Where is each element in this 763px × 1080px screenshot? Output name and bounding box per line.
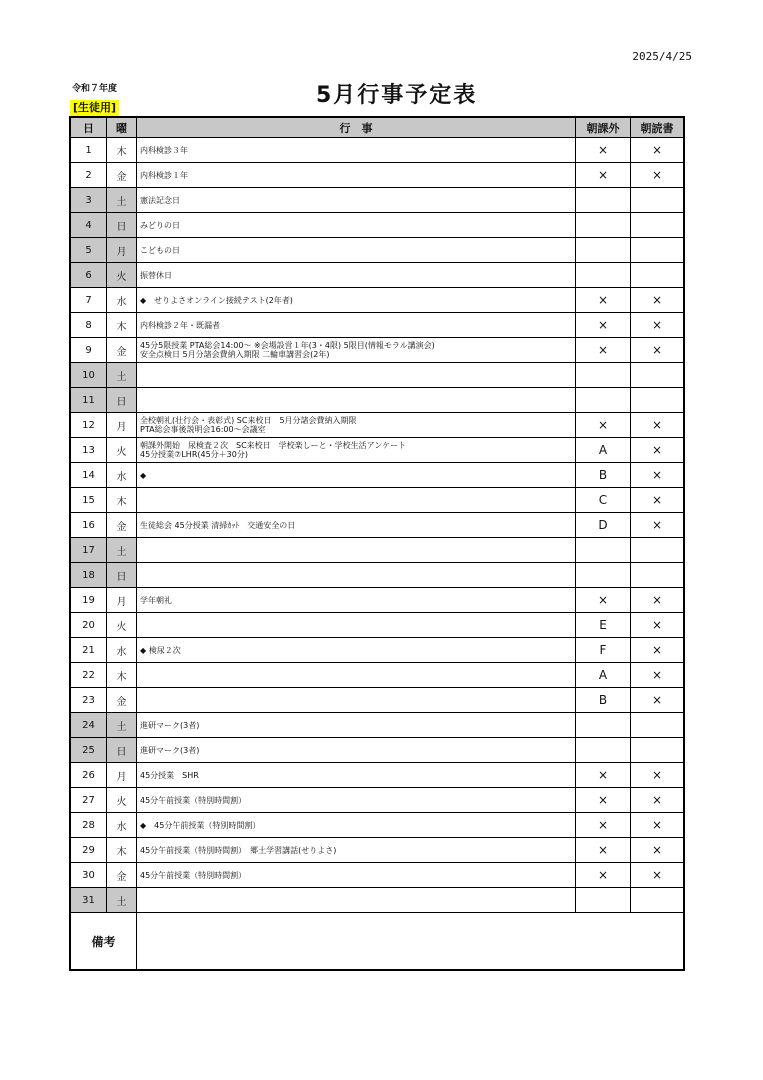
morning-reading-cell	[631, 888, 685, 913]
weekday-cell: 金	[107, 688, 137, 713]
morning-reading-cell: ×	[631, 588, 685, 613]
weekday-cell: 土	[107, 888, 137, 913]
table-row	[70, 438, 684, 463]
day-cell: 30	[70, 863, 107, 888]
morning-class-cell: ×	[576, 288, 631, 313]
event-cell	[137, 888, 576, 913]
table-row	[70, 663, 684, 688]
morning-class-cell: D	[576, 513, 631, 538]
event-cell: 内科検診３年	[137, 138, 576, 163]
morning-reading-cell	[631, 738, 685, 763]
table-row	[70, 838, 684, 863]
weekday-cell: 火	[107, 263, 137, 288]
table-row	[70, 138, 684, 163]
day-cell: 8	[70, 313, 107, 338]
morning-class-cell: ×	[576, 313, 631, 338]
day-cell: 18	[70, 563, 107, 588]
remarks-content	[137, 913, 685, 971]
fiscal-year: 令和７年度	[72, 84, 118, 94]
weekday-cell: 木	[107, 663, 137, 688]
morning-reading-cell: ×	[631, 288, 685, 313]
morning-reading-cell	[631, 188, 685, 213]
column-header-event: 行 事	[137, 117, 576, 138]
morning-reading-cell: ×	[631, 438, 685, 463]
table-row	[70, 338, 684, 363]
table-row	[70, 563, 684, 588]
event-cell: 学年朝礼	[137, 588, 576, 613]
event-cell: 45分午前授業（特別時間割）	[137, 788, 576, 813]
day-cell: 1	[70, 138, 107, 163]
audience-badge: [生徒用]	[70, 100, 119, 116]
morning-class-cell	[576, 363, 631, 388]
remarks-label: 備考	[70, 913, 137, 971]
day-cell: 23	[70, 688, 107, 713]
event-cell: 内科検診１年	[137, 163, 576, 188]
table-row	[70, 163, 684, 188]
weekday-cell: 土	[107, 538, 137, 563]
event-cell: ◆	[137, 463, 576, 488]
day-cell: 14	[70, 463, 107, 488]
morning-reading-cell: ×	[631, 313, 685, 338]
weekday-cell: 日	[107, 563, 137, 588]
weekday-cell: 木	[107, 838, 137, 863]
day-cell: 9	[70, 338, 107, 363]
event-cell	[137, 688, 576, 713]
morning-class-cell	[576, 388, 631, 413]
table-row	[70, 513, 684, 538]
day-cell: 2	[70, 163, 107, 188]
table-row	[70, 313, 684, 338]
page-title: 5月行事予定表	[316, 83, 478, 108]
event-cell: 全校朝礼(壮行会・表彰式) SC来校日 5月分諸会費納入期限 PTA総会事後説明会16:00～会議室	[137, 413, 576, 438]
day-cell: 25	[70, 738, 107, 763]
weekday-cell: 金	[107, 163, 137, 188]
weekday-cell: 水	[107, 638, 137, 663]
morning-class-cell: A	[576, 438, 631, 463]
table-row	[70, 638, 684, 663]
event-cell	[137, 663, 576, 688]
event-cell	[137, 388, 576, 413]
day-cell: 22	[70, 663, 107, 688]
day-cell: 16	[70, 513, 107, 538]
table-row	[70, 688, 684, 713]
weekday-cell: 木	[107, 488, 137, 513]
morning-reading-cell	[631, 713, 685, 738]
morning-reading-cell: ×	[631, 863, 685, 888]
morning-class-cell: ×	[576, 838, 631, 863]
table-row	[70, 213, 684, 238]
weekday-cell: 金	[107, 513, 137, 538]
event-cell: 45分午前授業（特別時間割） 郷土学習講話(せりよさ)	[137, 838, 576, 863]
table-row	[70, 538, 684, 563]
morning-class-cell: ×	[576, 813, 631, 838]
event-cell: 進研マーク(3者)	[137, 713, 576, 738]
day-cell: 5	[70, 238, 107, 263]
weekday-cell: 火	[107, 438, 137, 463]
table-row	[70, 613, 684, 638]
weekday-cell: 土	[107, 713, 137, 738]
weekday-cell: 金	[107, 338, 137, 363]
weekday-cell: 火	[107, 788, 137, 813]
day-cell: 7	[70, 288, 107, 313]
event-cell	[137, 538, 576, 563]
table-row	[70, 863, 684, 888]
morning-reading-cell: ×	[631, 688, 685, 713]
morning-class-cell	[576, 888, 631, 913]
morning-class-cell	[576, 213, 631, 238]
morning-class-cell: ×	[576, 413, 631, 438]
morning-reading-cell: ×	[631, 463, 685, 488]
weekday-cell: 土	[107, 363, 137, 388]
table-row	[70, 263, 684, 288]
weekday-cell: 木	[107, 138, 137, 163]
weekday-cell: 火	[107, 613, 137, 638]
morning-reading-cell: ×	[631, 763, 685, 788]
morning-class-cell	[576, 563, 631, 588]
morning-reading-cell: ×	[631, 638, 685, 663]
morning-class-cell: E	[576, 613, 631, 638]
event-cell: 45分5限授業 PTA総会14:00～ ※会場設営１年(3・4限) 5限目(情報モラル講演会) 安全点検日 5月分諸会費納入期限 二輪車講習会(2年)	[137, 338, 576, 363]
table-row	[70, 413, 684, 438]
morning-class-cell	[576, 713, 631, 738]
morning-class-cell: ×	[576, 588, 631, 613]
table-header-row	[70, 117, 684, 138]
event-cell: ◆ せりよさオンライン接続テスト(2年者)	[137, 288, 576, 313]
table-row	[70, 588, 684, 613]
table-row	[70, 788, 684, 813]
weekday-cell: 日	[107, 738, 137, 763]
morning-class-cell: ×	[576, 788, 631, 813]
column-header-day: 日	[70, 117, 107, 138]
morning-class-cell: ×	[576, 163, 631, 188]
document-date: 2025/4/25	[632, 50, 692, 63]
morning-class-cell: C	[576, 488, 631, 513]
table-row	[70, 713, 684, 738]
column-header-morning-class: 朝課外	[576, 117, 631, 138]
day-cell: 12	[70, 413, 107, 438]
weekday-cell: 木	[107, 313, 137, 338]
morning-reading-cell: ×	[631, 838, 685, 863]
morning-reading-cell: ×	[631, 613, 685, 638]
morning-reading-cell	[631, 238, 685, 263]
morning-reading-cell: ×	[631, 488, 685, 513]
event-cell: 振替休日	[137, 263, 576, 288]
morning-reading-cell	[631, 388, 685, 413]
morning-class-cell: ×	[576, 863, 631, 888]
morning-reading-cell	[631, 213, 685, 238]
table-row	[70, 363, 684, 388]
day-cell: 31	[70, 888, 107, 913]
morning-reading-cell: ×	[631, 788, 685, 813]
weekday-cell: 金	[107, 863, 137, 888]
table-row	[70, 388, 684, 413]
morning-reading-cell	[631, 363, 685, 388]
event-cell: 45分午前授業（特別時間割）	[137, 863, 576, 888]
morning-class-cell	[576, 188, 631, 213]
weekday-cell: 月	[107, 588, 137, 613]
day-cell: 15	[70, 488, 107, 513]
schedule-body	[70, 138, 684, 913]
weekday-cell: 日	[107, 213, 137, 238]
morning-class-cell	[576, 538, 631, 563]
morning-reading-cell: ×	[631, 138, 685, 163]
day-cell: 13	[70, 438, 107, 463]
morning-reading-cell: ×	[631, 338, 685, 363]
table-row	[70, 238, 684, 263]
event-cell: みどりの日	[137, 213, 576, 238]
morning-reading-cell	[631, 263, 685, 288]
weekday-cell: 水	[107, 463, 137, 488]
morning-class-cell	[576, 263, 631, 288]
column-header-weekday: 曜	[107, 117, 137, 138]
table-row	[70, 463, 684, 488]
morning-class-cell: ×	[576, 138, 631, 163]
weekday-cell: 月	[107, 763, 137, 788]
event-cell: こどもの日	[137, 238, 576, 263]
table-row	[70, 813, 684, 838]
table-row	[70, 288, 684, 313]
day-cell: 4	[70, 213, 107, 238]
morning-class-cell: F	[576, 638, 631, 663]
morning-class-cell: ×	[576, 763, 631, 788]
event-cell: 生徒総会 45分授業 清掃ｶｯﾄ 交通安全の日	[137, 513, 576, 538]
morning-reading-cell	[631, 563, 685, 588]
table-row	[70, 488, 684, 513]
event-cell	[137, 613, 576, 638]
day-cell: 20	[70, 613, 107, 638]
morning-reading-cell: ×	[631, 513, 685, 538]
weekday-cell: 月	[107, 238, 137, 263]
day-cell: 19	[70, 588, 107, 613]
event-cell	[137, 563, 576, 588]
weekday-cell: 水	[107, 813, 137, 838]
table-row	[70, 738, 684, 763]
day-cell: 29	[70, 838, 107, 863]
day-cell: 24	[70, 713, 107, 738]
event-cell: ◆ 検尿２次	[137, 638, 576, 663]
weekday-cell: 月	[107, 413, 137, 438]
table-row	[70, 188, 684, 213]
morning-class-cell: B	[576, 463, 631, 488]
day-cell: 21	[70, 638, 107, 663]
event-cell: 朝課外開始 尿検査２次 SC来校日 学校楽しーと・学校生活アンケート 45分授業⑦LHR(45分＋30分)	[137, 438, 576, 463]
table-row	[70, 888, 684, 913]
day-cell: 28	[70, 813, 107, 838]
day-cell: 3	[70, 188, 107, 213]
morning-reading-cell: ×	[631, 413, 685, 438]
day-cell: 11	[70, 388, 107, 413]
day-cell: 26	[70, 763, 107, 788]
event-cell: ◆ 45分午前授業（特別時間割）	[137, 813, 576, 838]
day-cell: 17	[70, 538, 107, 563]
event-cell: 進研マーク(3者)	[137, 738, 576, 763]
day-cell: 27	[70, 788, 107, 813]
schedule-table	[69, 116, 685, 971]
event-cell: 内科検診２年・既漏者	[137, 313, 576, 338]
event-cell	[137, 488, 576, 513]
morning-class-cell: A	[576, 663, 631, 688]
weekday-cell: 日	[107, 388, 137, 413]
column-header-morning-reading: 朝読書	[631, 117, 685, 138]
table-row	[70, 763, 684, 788]
day-cell: 6	[70, 263, 107, 288]
morning-reading-cell	[631, 538, 685, 563]
event-cell: 憲法記念日	[137, 188, 576, 213]
event-cell	[137, 363, 576, 388]
weekday-cell: 土	[107, 188, 137, 213]
morning-reading-cell: ×	[631, 663, 685, 688]
remarks-row	[70, 913, 684, 971]
event-cell: 45分授業 SHR	[137, 763, 576, 788]
weekday-cell: 水	[107, 288, 137, 313]
morning-reading-cell: ×	[631, 163, 685, 188]
day-cell: 10	[70, 363, 107, 388]
morning-class-cell: ×	[576, 338, 631, 363]
morning-class-cell	[576, 238, 631, 263]
morning-reading-cell: ×	[631, 813, 685, 838]
morning-class-cell	[576, 738, 631, 763]
morning-class-cell: B	[576, 688, 631, 713]
